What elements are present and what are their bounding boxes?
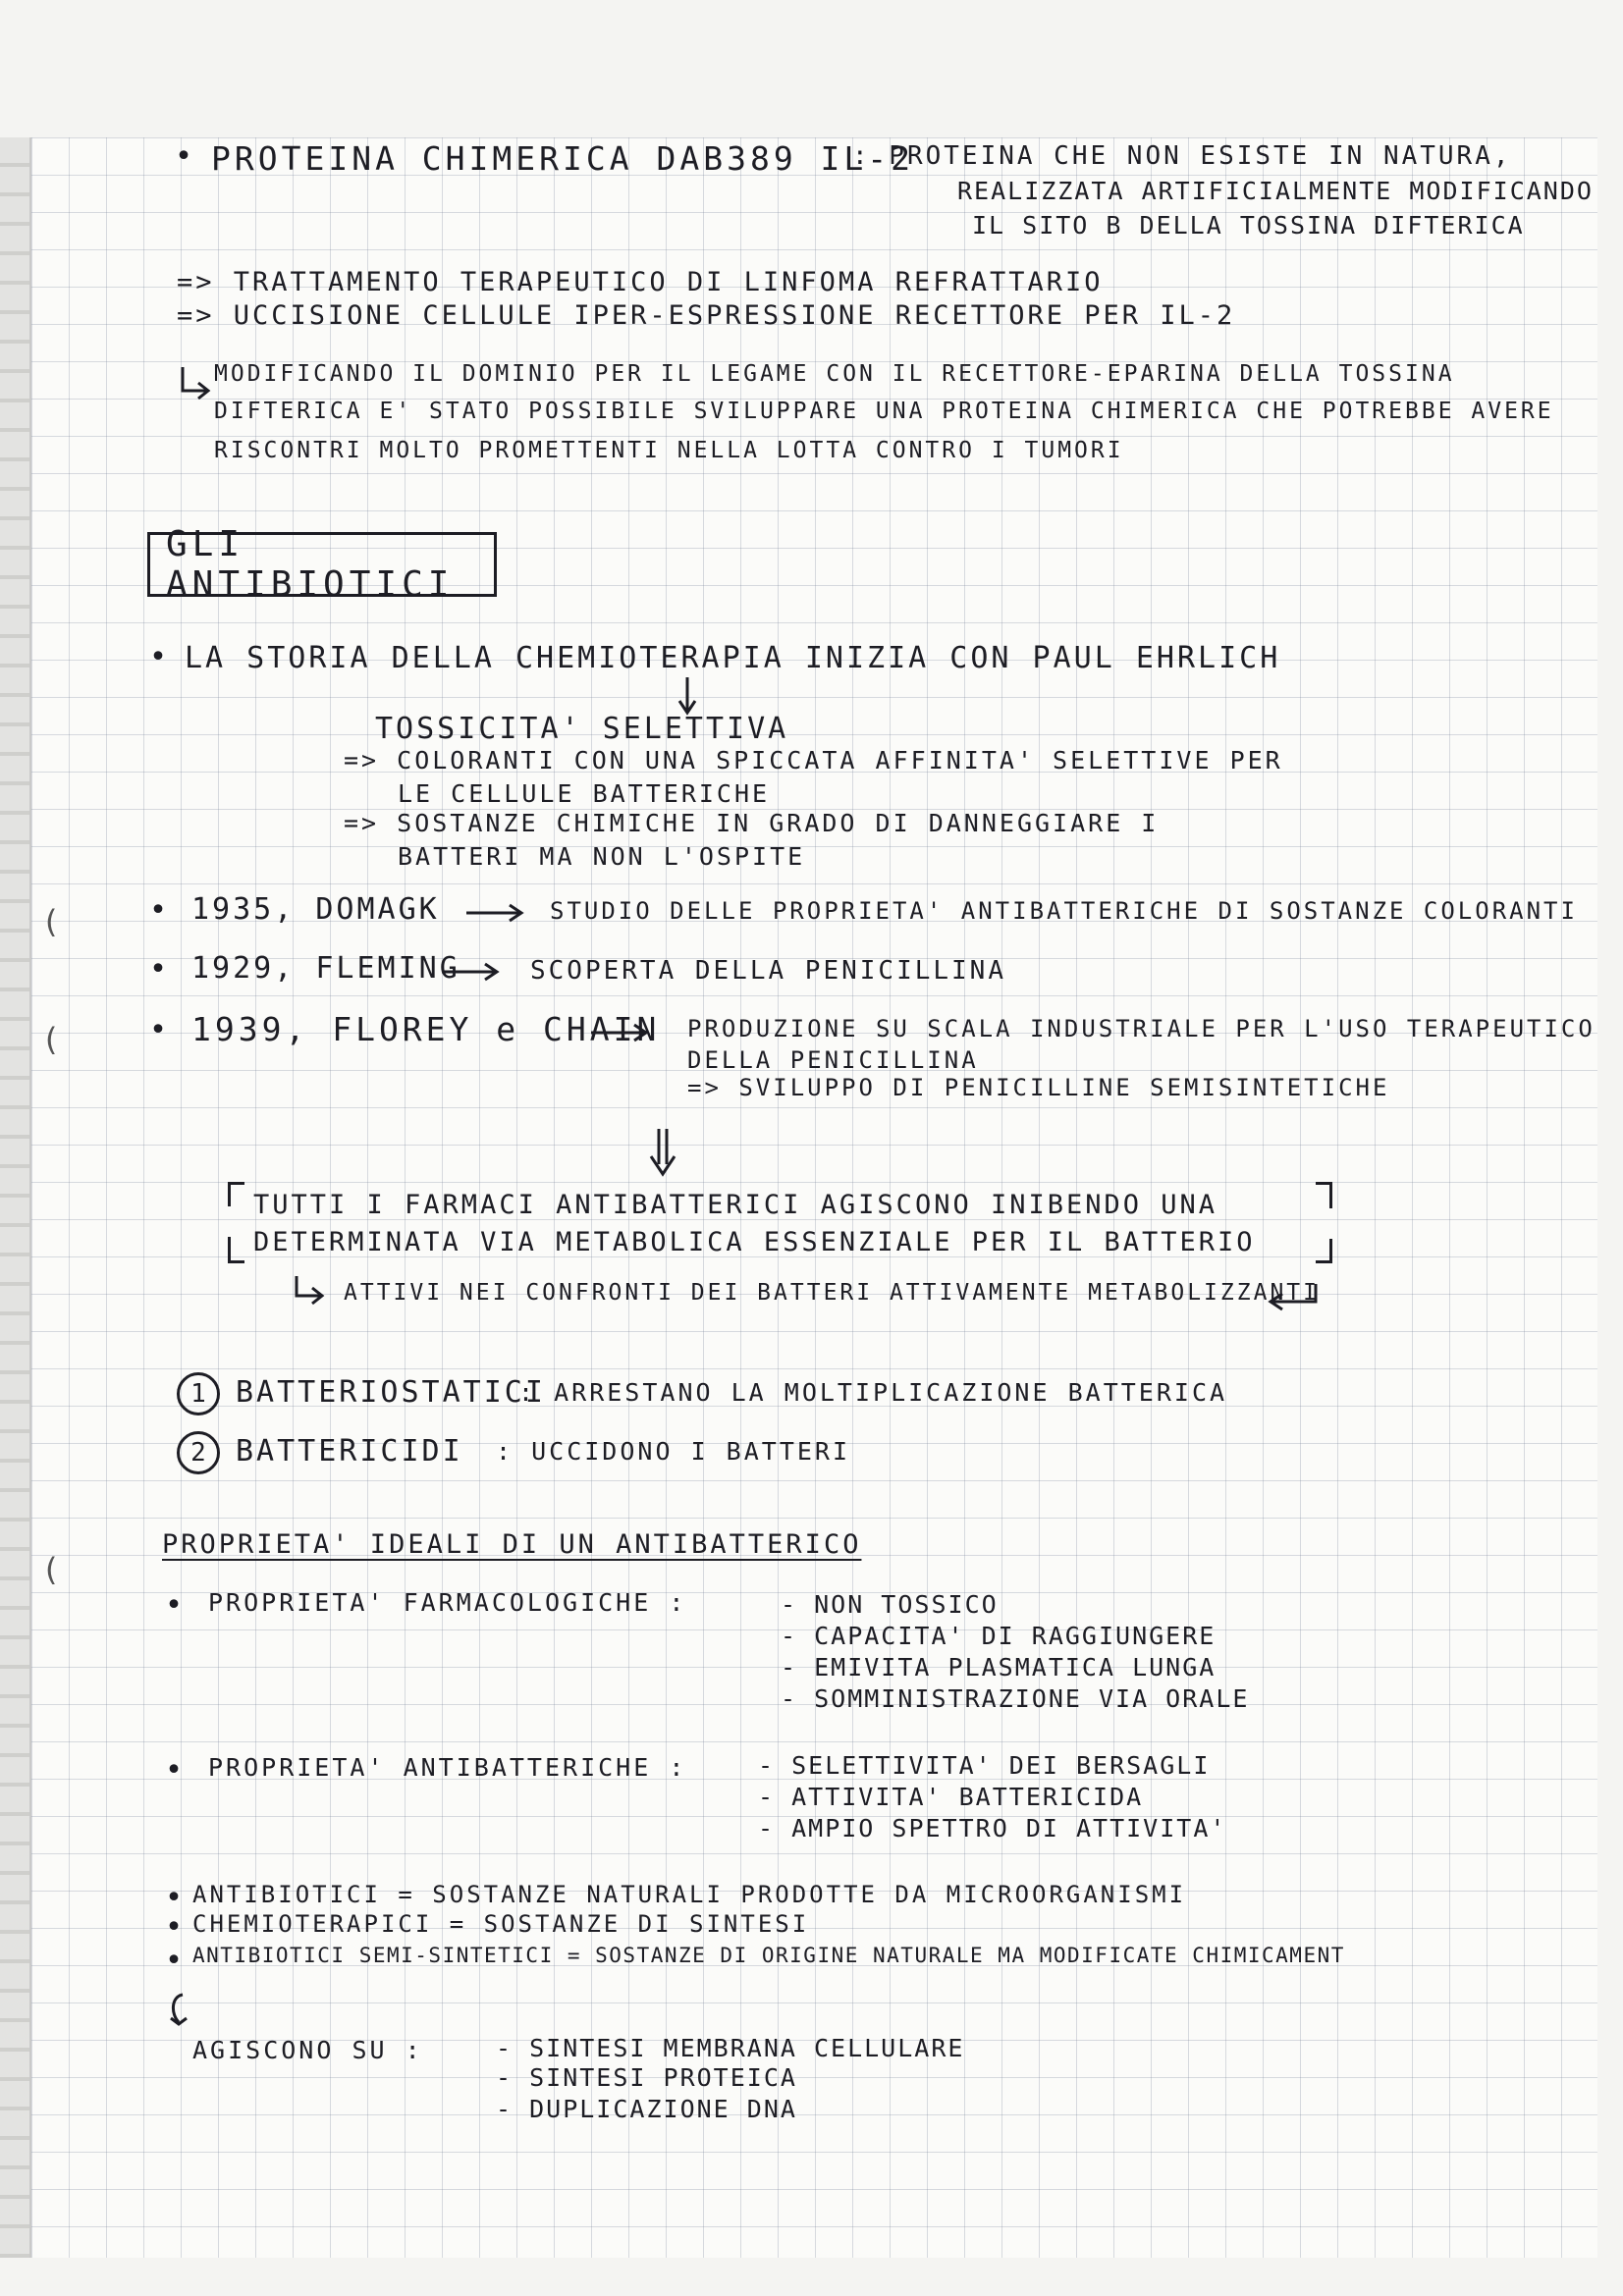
bullet-icon: • bbox=[165, 1881, 184, 1915]
antibac-item: - SELETTIVITA' DEI BERSAGLI bbox=[758, 1751, 1211, 1780]
hook-arrow-icon bbox=[293, 1274, 328, 1309]
intro-effect: => TRATTAMENTO TERAPEUTICO DI LINFOMA REFRATTARIO bbox=[177, 267, 1104, 297]
margin-mark: ( bbox=[41, 1551, 61, 1588]
antibac-item: - ATTIVITA' BATTERICIDA bbox=[758, 1783, 1144, 1811]
intro-note: DIFTERICA E' STATO POSSIBILE SVILUPPARE UNA PROTEINA CHIMERICA CHE POTREBBE AVERE bbox=[214, 399, 1554, 424]
return-arrow-icon bbox=[1267, 1282, 1325, 1315]
history-concept: TOSSICITA' SELETTIVA bbox=[375, 712, 789, 746]
bullet-icon: • bbox=[165, 1910, 184, 1945]
bracket-icon bbox=[1316, 1182, 1332, 1208]
right-arrow-icon bbox=[591, 1021, 650, 1044]
mechanism-line: DETERMINATA VIA METABOLICA ESSENZIALE PER IL BATTERIO bbox=[253, 1227, 1256, 1257]
pharma-label: PROPRIETA' FARMACOLOGICHE : bbox=[208, 1588, 687, 1617]
margin-mark: ( bbox=[41, 1021, 61, 1058]
bullet-icon: • bbox=[165, 1753, 184, 1788]
notebook-binding bbox=[0, 137, 33, 2258]
pharma-item: - SOMMINISTRAZIONE VIA ORALE bbox=[781, 1684, 1250, 1713]
class-name: BATTERICIDI bbox=[236, 1434, 463, 1468]
definition-line: ANTIBIOTICI = SOSTANZE NATURALI PRODOTTE DA MICROORGANISMI bbox=[192, 1881, 1187, 1908]
timeline-what: SCOPERTA DELLA PENICILLINA bbox=[530, 956, 1006, 986]
class-name: BATTERIOSTATICI bbox=[236, 1375, 546, 1410]
bullet-icon: • bbox=[165, 1944, 184, 1978]
definition-line: ANTIBIOTICI SEMI-SINTETICI = SOSTANZE DI ORIGINE NATURALE MA MODIFICATE CHIMICAMENT bbox=[192, 1944, 1345, 1967]
hook-arrow-icon bbox=[177, 365, 216, 404]
timeline-what: DELLA PENICILLINA bbox=[687, 1046, 979, 1074]
bullet-icon: • bbox=[149, 893, 168, 928]
right-arrow-icon bbox=[442, 960, 501, 984]
pharma-item: - CAPACITA' DI RAGGIUNGERE bbox=[781, 1622, 1217, 1650]
bullet-icon: • bbox=[165, 1588, 184, 1623]
class-desc: : UCCIDONO I BATTERI bbox=[496, 1437, 851, 1466]
ideal-title: PROPRIETA' IDEALI DI UN ANTIBATTERICO bbox=[162, 1529, 862, 1560]
history-point: BATTERI MA NON L'OSPITE bbox=[398, 842, 806, 871]
intro-definition: IL SITO B DELLA TOSSINA DIFTERICA bbox=[972, 211, 1525, 240]
class-desc: : ARRESTANO LA MOLTIPLICAZIONE BATTERICA bbox=[518, 1378, 1228, 1407]
down-arrow-icon bbox=[677, 677, 697, 717]
mechanism-line: TUTTI I FARMACI ANTIBATTERICI AGISCONO INIBENDO UNA bbox=[253, 1190, 1218, 1220]
bullet-icon: • bbox=[149, 1013, 168, 1047]
number-badge: 2 bbox=[177, 1431, 220, 1474]
history-intro: LA STORIA DELLA CHEMIOTERAPIA INIZIA CON PAUL EHRLICH bbox=[185, 641, 1281, 675]
bracket-icon bbox=[228, 1237, 244, 1263]
antibac-item: - AMPIO SPETTRO DI ATTIVITA' bbox=[758, 1814, 1227, 1842]
hook-arrow-icon bbox=[167, 1993, 196, 2042]
intro-title: PROTEINA CHIMERICA DAB389 IL-2 bbox=[211, 139, 915, 178]
margin-mark: ( bbox=[41, 903, 61, 940]
timeline-who: 1939, FLOREY e CHAIN bbox=[191, 1010, 661, 1048]
timeline-what: => SVILUPPO DI PENICILLINE SEMISINTETICHE bbox=[687, 1074, 1390, 1101]
pharma-item: - NON TOSSICO bbox=[781, 1590, 999, 1619]
history-point: LE CELLULE BATTERICHE bbox=[398, 779, 771, 808]
double-down-arrow-icon bbox=[648, 1129, 677, 1178]
bullet-icon: • bbox=[149, 952, 168, 987]
intro-note: RISCONTRI MOLTO PROMETTENTI NELLA LOTTA CONTRO I TUMORI bbox=[214, 438, 1124, 463]
timeline-what: PRODUZIONE SU SCALA INDUSTRIALE PER L'USO TERAPEUTICO bbox=[687, 1015, 1596, 1042]
intro-definition: : PROTEINA CHE NON ESISTE IN NATURA, bbox=[852, 141, 1512, 171]
timeline-what: STUDIO DELLE PROPRIETA' ANTIBATTERICHE DI SOSTANZE COLORANTI bbox=[550, 897, 1578, 925]
history-point: => SOSTANZE CHIMICHE IN GRADO DI DANNEGGIARE I bbox=[344, 809, 1160, 837]
bracket-icon bbox=[228, 1182, 244, 1206]
target-item: - SINTESI PROTEICA bbox=[496, 2063, 797, 2092]
intro-definition: REALIZZATA ARTIFICIALMENTE MODIFICANDO bbox=[957, 177, 1594, 205]
antibac-label: PROPRIETA' ANTIBATTERICHE : bbox=[208, 1753, 687, 1782]
intro-effect: => UCCISIONE CELLULE IPER-ESPRESSIONE RECETTORE PER IL-2 bbox=[177, 300, 1236, 331]
target-item: - SINTESI MEMBRANA CELLULARE bbox=[496, 2034, 965, 2062]
targets-label: AGISCONO SU : bbox=[192, 2036, 423, 2064]
bullet-icon: • bbox=[149, 640, 168, 674]
mechanism-line: ATTIVI NEI CONFRONTI DEI BATTERI ATTIVAMENTE METABOLIZZANTI bbox=[344, 1280, 1320, 1306]
history-point: => COLORANTI CON UNA SPICCATA AFFINITA' SELETTIVE PER bbox=[344, 746, 1283, 774]
bullet-icon: • bbox=[175, 139, 193, 174]
target-item: - DUPLICAZIONE DNA bbox=[496, 2095, 797, 2123]
definition-line: CHEMIOTERAPICI = SOSTANZE DI SINTESI bbox=[192, 1910, 810, 1938]
section-title: GLI ANTIBIOTICI bbox=[147, 532, 497, 597]
number-badge: 1 bbox=[177, 1372, 220, 1415]
bracket-icon bbox=[1316, 1239, 1332, 1263]
timeline-who: 1935, DOMAGK bbox=[191, 892, 440, 927]
timeline-who: 1929, FLEMING bbox=[191, 951, 460, 986]
pharma-item: - EMIVITA PLASMATICA LUNGA bbox=[781, 1653, 1217, 1682]
right-arrow-icon bbox=[466, 901, 525, 925]
intro-note: MODIFICANDO IL DOMINIO PER IL LEGAME CON IL RECETTORE-EPARINA DELLA TOSSINA bbox=[214, 361, 1455, 387]
